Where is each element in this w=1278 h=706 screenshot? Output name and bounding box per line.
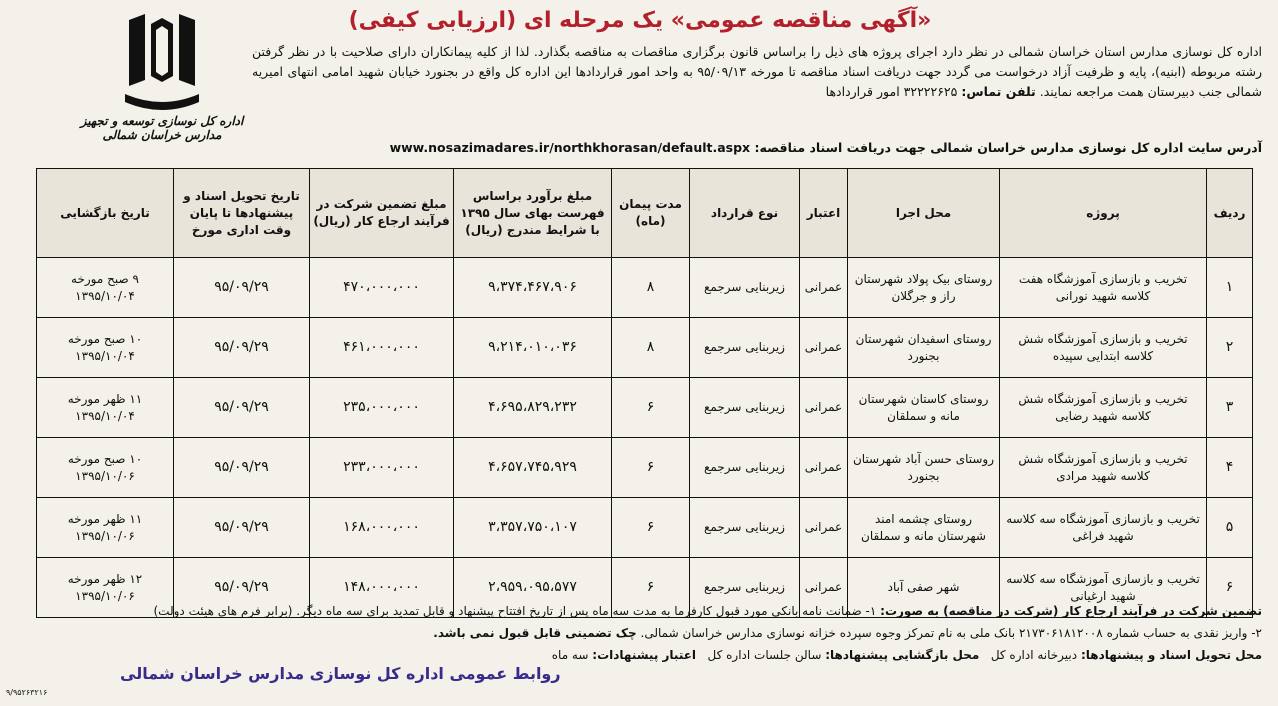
header-credit: اعتبار <box>800 169 848 258</box>
website-url: www.nosazimadares.ir/northkhorasan/default.aspx <box>389 140 751 155</box>
cell-estimate: ۲،۹۵۹،۰۹۵،۵۷۷ <box>454 558 612 618</box>
header-duration: مدت پیمان (ماه) <box>612 169 690 258</box>
cell-contract-type: زیربنایی سرجمع <box>690 438 800 498</box>
guarantee-text: ۱- ضمانت نامه بانکی مورد قبول کارفرما به مدت سه ماه پس از تاریخ افتتاح پیشنهاد و قابل تمدید برای سه ماه دیگر. (برابر فرم های هیئت دولت) <box>153 604 877 618</box>
cell-opening-date: ۹ صبح مورخه ۱۳۹۵/۱۰/۰۴ <box>37 258 174 318</box>
footer-conditions <box>22 600 1262 666</box>
website-line <box>22 140 1262 155</box>
cell-location: روستای بیک پولاد شهرستان راز و جرگلان <box>848 258 1000 318</box>
cell-estimate: ۳،۳۵۷،۷۵۰،۱۰۷ <box>454 498 612 558</box>
cell-location: روستای کاستان شهرستان مانه و سملقان <box>848 378 1000 438</box>
cell-guarantee: ۴۶۱،۰۰۰،۰۰۰ <box>310 318 454 378</box>
cell-delivery-date: ۹۵/۰۹/۲۹ <box>174 438 310 498</box>
cell-guarantee: ۱۶۸،۰۰۰،۰۰۰ <box>310 498 454 558</box>
ad-code: ۹/۹۵۲۶۳۲۱۶ <box>6 688 48 697</box>
public-relations-signature: روابط عمومی اداره کل نوسازی مدارس خراسان شمالی <box>120 664 561 683</box>
emblem-icon <box>121 10 203 110</box>
cell-credit: عمرانی <box>800 558 848 618</box>
cell-location: روستای اسفیدان شهرستان بجنورد <box>848 318 1000 378</box>
cell-estimate: ۴،۶۹۵،۸۲۹،۲۳۲ <box>454 378 612 438</box>
projects-table <box>36 168 1253 618</box>
table-row <box>37 498 1253 558</box>
cell-row-number: ۱ <box>1207 258 1253 318</box>
header-project: پروژه <box>1000 169 1207 258</box>
header-location: محل اجرا <box>848 169 1000 258</box>
cell-delivery-date: ۹۵/۰۹/۲۹ <box>174 258 310 318</box>
cell-credit: عمرانی <box>800 378 848 438</box>
cell-duration: ۶ <box>612 558 690 618</box>
cell-opening-date: ۱۱ ظهر مورخه ۱۳۹۵/۱۰/۰۴ <box>37 378 174 438</box>
cell-guarantee: ۲۳۳،۰۰۰،۰۰۰ <box>310 438 454 498</box>
cell-credit: عمرانی <box>800 258 848 318</box>
cell-delivery-date: ۹۵/۰۹/۲۹ <box>174 318 310 378</box>
cell-contract-type: زیربنایی سرجمع <box>690 258 800 318</box>
cell-estimate: ۹،۳۷۴،۴۶۷،۹۰۶ <box>454 258 612 318</box>
cell-opening-date: ۱۰ صبح مورخه ۱۳۹۵/۱۰/۰۴ <box>37 318 174 378</box>
validity-label: اعتبار پیشنهادات: <box>592 648 697 662</box>
cell-contract-type: زیربنایی سرجمع <box>690 558 800 618</box>
guarantee-label: تضمین شرکت در فرآیند ارجاع کار (شرکت در مناقصه) به صورت: <box>880 604 1262 618</box>
cell-delivery-date: ۹۵/۰۹/۲۹ <box>174 498 310 558</box>
cell-duration: ۶ <box>612 438 690 498</box>
cell-project: تخریب و بازسازی آموزشگاه سه کلاسه شهید ارغیانی <box>1000 558 1207 618</box>
cell-delivery-date: ۹۵/۰۹/۲۹ <box>174 558 310 618</box>
header-delivery-date: تاریخ تحویل اسناد و پیشنهادها تا پایان وقت اداری مورخ <box>174 169 310 258</box>
cell-location: شهر صفی آباد <box>848 558 1000 618</box>
phone-value: ۳۲۲۲۲۶۲۵ امور قراردادها <box>825 84 958 99</box>
cell-row-number: ۴ <box>1207 438 1253 498</box>
deposit-text: ۲- واریز نقدی به حساب شماره ۲۱۷۳۰۶۱۸۱۲۰۰۸ بانک ملی به نام تمرکز وجوه سپرده خزانه نوسازی مدارس خراسان شمالی. <box>640 626 1262 640</box>
intro-paragraph <box>252 42 1262 102</box>
cell-guarantee: ۴۷۰،۰۰۰،۰۰۰ <box>310 258 454 318</box>
cell-credit: عمرانی <box>800 318 848 378</box>
cell-duration: ۶ <box>612 378 690 438</box>
cell-project: تخریب و بازسازی آموزشگاه شش کلاسه ابتدایی سپیده <box>1000 318 1207 378</box>
cell-delivery-date: ۹۵/۰۹/۲۹ <box>174 378 310 438</box>
cell-guarantee: ۱۴۸،۰۰۰،۰۰۰ <box>310 558 454 618</box>
cell-opening-date: ۱۱ ظهر مورخه ۱۳۹۵/۱۰/۰۶ <box>37 498 174 558</box>
cell-project: تخریب و بازسازی آموزشگاه شش کلاسه شهید مرادی <box>1000 438 1207 498</box>
delivery-place-value: دبیرخانه اداره کل <box>990 648 1078 662</box>
cell-project: تخریب و بازسازی آموزشگاه شش کلاسه شهید رضایی <box>1000 378 1207 438</box>
header-estimate: مبلغ برآورد براساس فهرست بهای سال ۱۳۹۵ با شرایط مندرج (ریال) <box>454 169 612 258</box>
cell-estimate: ۴،۶۵۷،۷۴۵،۹۲۹ <box>454 438 612 498</box>
cell-location: روستای حسن آباد شهرستان بجنورد <box>848 438 1000 498</box>
cell-contract-type: زیربنایی سرجمع <box>690 498 800 558</box>
header-row-number: ردیف <box>1207 169 1253 258</box>
table-row <box>37 438 1253 498</box>
cell-opening-date: ۱۲ ظهر مورخه ۱۳۹۵/۱۰/۰۶ <box>37 558 174 618</box>
cheque-note: چک تضمینی قابل قبول نمی باشد. <box>433 626 637 640</box>
cell-location: روستای چشمه امند شهرستان مانه و سملقان <box>848 498 1000 558</box>
table-row <box>37 318 1253 378</box>
cell-guarantee: ۲۳۵،۰۰۰،۰۰۰ <box>310 378 454 438</box>
table-header-row <box>37 169 1253 258</box>
header-contract-type: نوع قرارداد <box>690 169 800 258</box>
table-row <box>37 258 1253 318</box>
table-row <box>37 378 1253 438</box>
cell-duration: ۸ <box>612 258 690 318</box>
cell-credit: عمرانی <box>800 438 848 498</box>
cell-project: تخریب و بازسازی آموزشگاه سه کلاسه شهید فراغی <box>1000 498 1207 558</box>
logo-caption: اداره کل نوسازی توسعه و تجهیز مدارس خراسان شمالی <box>80 114 244 142</box>
deposit-line <box>22 622 1262 644</box>
cell-row-number: ۲ <box>1207 318 1253 378</box>
notice-title: «آگهی مناقصه عمومی» یک مرحله ای (ارزیابی کیفی) <box>348 8 932 33</box>
opening-place-value: سالن جلسات اداره کل <box>707 648 822 662</box>
delivery-place-label: محل تحویل اسناد و پیشنهادها: <box>1080 648 1262 662</box>
cell-estimate: ۹،۲۱۴،۰۱۰،۰۳۶ <box>454 318 612 378</box>
intro-text: اداره کل نوسازی مدارس استان خراسان شمالی در نظر دارد اجرای پروژه های ذیل را براساس قانون برگزاری مناقصات به مناقصه بگذارد. لذا از کلیه پیمانکاران دارای صلاحیت با در نظر گرفتن رشته مربوطه (ابنیه)، پایه و ظرفیت آزاد درخواست می گردد جهت دریافت اسناد مناقصه تا مورخه ۹۵/۰۹/۱۳ به واحد امور قراردادها این اداره کل واقع در بجنورد خیابان شهید امامی انتهای امیریه شمالی جنب دبیرستان همت مراجعه نمایند. <box>252 44 1262 99</box>
cell-credit: عمرانی <box>800 498 848 558</box>
location-line <box>22 644 1262 666</box>
cell-row-number: ۳ <box>1207 378 1253 438</box>
website-label: آدرس سایت اداره کل نوسازی مدارس خراسان شمالی جهت دریافت اسناد مناقصه: <box>754 140 1262 155</box>
validity-value: سه ماه <box>551 648 589 662</box>
guarantee-line <box>22 600 1262 622</box>
cell-row-number: ۶ <box>1207 558 1253 618</box>
organization-logo <box>72 10 252 150</box>
opening-place-label: محل بازگشایی پیشنهادها: <box>825 648 980 662</box>
header-opening-date: تاریخ بازگشایی <box>37 169 174 258</box>
cell-duration: ۶ <box>612 498 690 558</box>
phone-label: تلفن تماس: <box>961 84 1036 99</box>
cell-project: تخریب و بازسازی آموزشگاه هفت کلاسه شهید نورانی <box>1000 258 1207 318</box>
cell-contract-type: زیربنایی سرجمع <box>690 378 800 438</box>
cell-contract-type: زیربنایی سرجمع <box>690 318 800 378</box>
cell-row-number: ۵ <box>1207 498 1253 558</box>
cell-opening-date: ۱۰ صبح مورخه ۱۳۹۵/۱۰/۰۶ <box>37 438 174 498</box>
header-guarantee: مبلغ تضمین شرکت در فرآیند ارجاع کار (ریال) <box>310 169 454 258</box>
cell-duration: ۸ <box>612 318 690 378</box>
